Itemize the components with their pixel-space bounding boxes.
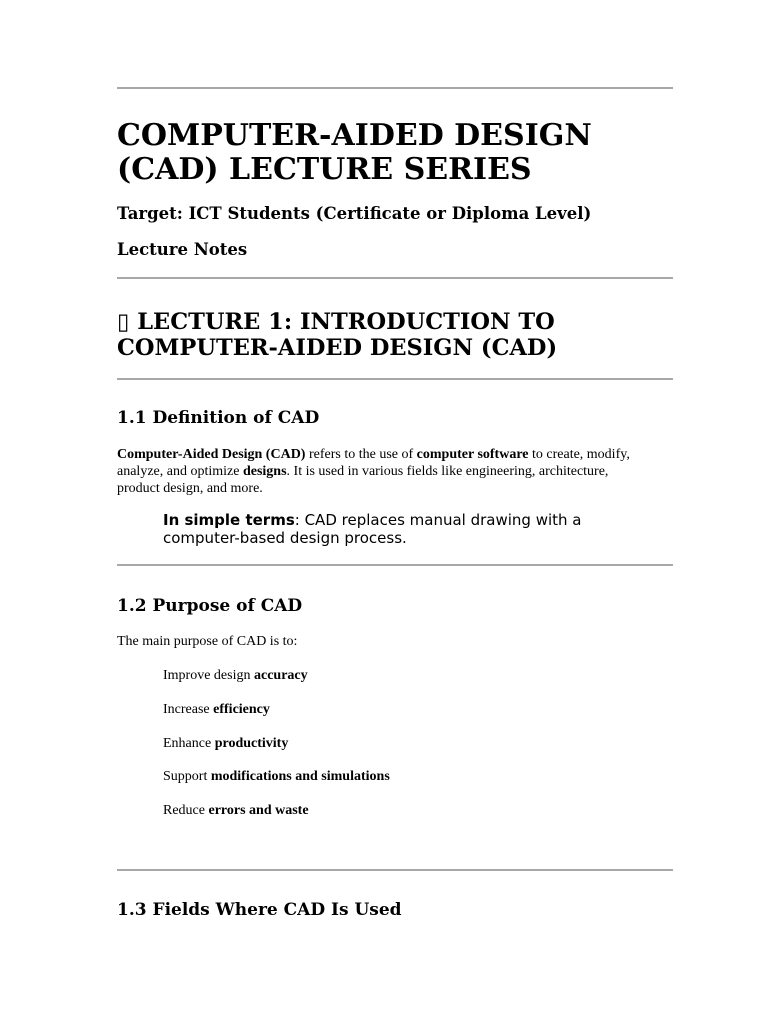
list-item: [163, 667, 390, 684]
purpose-list: [163, 667, 390, 836]
horizontal-rule: [117, 564, 673, 566]
list-item-bold: productivity: [214, 735, 289, 751]
horizontal-rule: [117, 869, 673, 871]
horizontal-rule: [117, 378, 673, 380]
text-span: to create, modify, analyze, and optimize: [117, 447, 630, 479]
simple-terms-quote: [163, 512, 633, 547]
section-1-2-heading: 1.2 Purpose of CAD: [117, 596, 303, 616]
text-span: . It is used in various fields like engineering, architecture, product design, and more.: [117, 464, 609, 496]
list-item: [163, 735, 390, 752]
list-item-text: Support: [163, 769, 211, 785]
target-audience: Target: ICT Students (Certificate or Diploma Level): [117, 204, 592, 223]
bold-term: computer software: [416, 447, 529, 462]
document-title: COMPUTER-AIDED DESIGN (CAD) LECTURE SERIES: [117, 118, 592, 187]
quote-text: : CAD replaces manual drawing with a computer-based design process.: [163, 511, 582, 547]
list-item-bold: errors and waste: [208, 803, 309, 819]
list-item-bold: accuracy: [253, 668, 308, 683]
list-item-bold: modifications and simulations: [210, 769, 390, 785]
purpose-intro: The main purpose of CAD is to:: [117, 634, 298, 649]
missing-glyph-icon: ▯: [117, 309, 130, 335]
bold-term: Computer-Aided Design (CAD): [117, 447, 306, 462]
list-item-text: Improve design: [163, 668, 254, 683]
list-item-bold: efficiency: [213, 701, 270, 717]
section-1-1-heading: 1.1 Definition of CAD: [117, 408, 320, 428]
lecture-notes-label: Lecture Notes: [117, 240, 248, 259]
quote-bold: In simple terms: [163, 511, 295, 529]
list-item: [163, 768, 390, 785]
definition-paragraph: [117, 446, 647, 497]
lecture-1-heading-text: LECTURE 1: INTRODUCTION TO COMPUTER-AIDED DESIGN (CAD): [117, 309, 558, 361]
list-item: [163, 802, 390, 819]
lecture-1-heading: [117, 309, 673, 361]
horizontal-rule: [117, 277, 673, 279]
bold-term: designs: [242, 464, 287, 479]
section-1-3-heading: 1.3 Fields Where CAD Is Used: [117, 900, 402, 920]
list-item: [163, 701, 390, 718]
list-item-text: Enhance: [163, 735, 215, 751]
text-span: refers to the use of: [305, 447, 417, 462]
list-item-text: Reduce: [163, 803, 209, 819]
list-item-text: Increase: [163, 701, 214, 717]
horizontal-rule: [117, 87, 673, 89]
